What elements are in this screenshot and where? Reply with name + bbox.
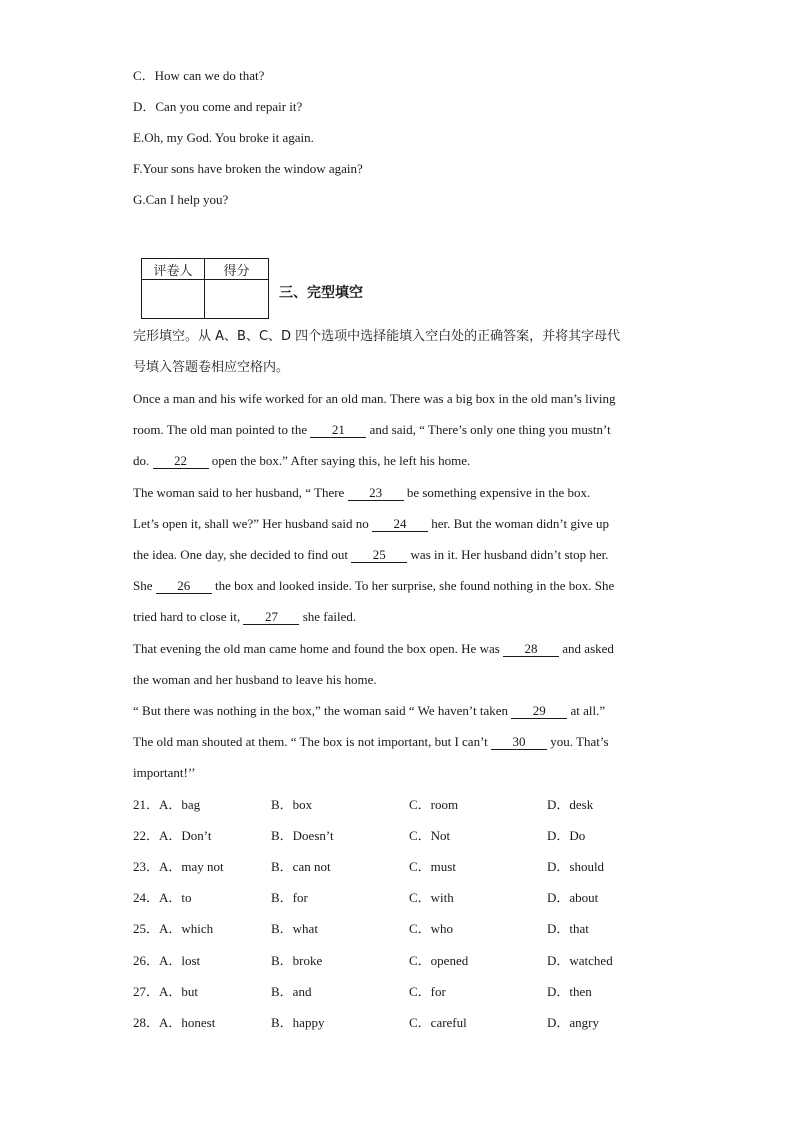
option-f: F.Your sons have broken the window again? (133, 161, 363, 176)
q23-option-a[interactable]: 23．A．may not (133, 859, 224, 874)
blank-28[interactable]: 28 (503, 642, 559, 657)
passage-line (133, 516, 609, 532)
q22-option-a[interactable]: 22．A．Don’t (133, 828, 212, 843)
q27-option-a[interactable]: 27．A．but (133, 984, 199, 999)
passage-line (133, 734, 609, 750)
blank-27[interactable]: 27 (243, 610, 299, 625)
q28-option-d[interactable]: D．angry (547, 1015, 599, 1030)
q27-option-c[interactable]: C．for (409, 984, 446, 999)
passage-text: Let’s open it, shall we?” Her husband said no (133, 516, 372, 531)
passage-text: The woman said to her husband, “ There (133, 485, 348, 500)
passage-text: at all.” (567, 703, 606, 718)
score-header: 得分 (205, 259, 269, 280)
option-c: C．How can we do that? (133, 68, 265, 83)
q25-option-a[interactable]: 25．A．which (133, 921, 214, 936)
passage-text: you. That’s (547, 734, 609, 749)
passage-text: room. The old man pointed to the (133, 422, 311, 437)
passage-text: That evening the old man came home and found the box open. He was (133, 641, 504, 656)
q21-option-d[interactable]: D．desk (547, 797, 594, 812)
q24-option-c[interactable]: C．with (409, 890, 454, 905)
passage-line (133, 641, 614, 657)
q23-option-b[interactable]: B．can not (271, 859, 331, 874)
q25-option-c[interactable]: C．who (409, 921, 454, 936)
section-title: 三、完型填空 (279, 285, 363, 301)
blank-29[interactable]: 29 (511, 704, 567, 719)
q26-option-c[interactable]: C．opened (409, 953, 469, 968)
q27-option-b[interactable]: B．and (271, 984, 312, 999)
passage-line: the woman and her husband to leave his home. (133, 672, 377, 687)
score-cell[interactable] (205, 280, 269, 319)
passage-text: open the box.” After saying this, he left his home. (208, 453, 471, 468)
passage-line (133, 609, 356, 625)
q24-option-b[interactable]: B．for (271, 890, 308, 905)
q22-option-b[interactable]: B．Doesn’t (271, 828, 334, 843)
option-g: G.Can I help you? (133, 192, 229, 207)
instructions-line-2: 号填入答题卷相应空格内。 (133, 360, 290, 375)
q28-option-a[interactable]: 28．A．honest (133, 1015, 216, 1030)
q22-option-c[interactable]: C．Not (409, 828, 451, 843)
passage-text: she failed. (299, 609, 357, 624)
score-table (141, 258, 269, 319)
q24-option-d[interactable]: D．about (547, 890, 599, 905)
instructions-line-1: 完形填空。从 A、B、C、D 四个选项中选择能填入空白处的正确答案，并将其字母代 (133, 329, 621, 344)
passage-text: The old man shouted at them. “ The box is not important, but I can’t (133, 734, 492, 749)
passage-text: the idea. One day, she decided to find out (133, 547, 352, 562)
passage-text: and asked (559, 641, 614, 656)
passage-line: important!’’ (133, 765, 196, 780)
passage-line (133, 422, 611, 438)
q21-option-a[interactable]: 21．A．bag (133, 797, 201, 812)
q23-option-c[interactable]: C．must (409, 859, 456, 874)
q22-option-d[interactable]: D．Do (547, 828, 586, 843)
option-d: D．Can you come and repair it? (133, 99, 303, 114)
q26-option-d[interactable]: D．watched (547, 953, 613, 968)
passage-line (133, 453, 470, 469)
passage-text: tried hard to close it, (133, 609, 244, 624)
passage-line: Once a man and his wife worked for an old man. There was a big box in the old man’s living (133, 391, 616, 406)
q25-option-d[interactable]: D．that (547, 921, 589, 936)
passage-text: be something expensive in the box. (403, 485, 591, 500)
passage-text: do. (133, 453, 153, 468)
q26-option-b[interactable]: B．broke (271, 953, 323, 968)
passage-line (133, 578, 614, 594)
blank-25[interactable]: 25 (351, 548, 407, 563)
grader-header: 评卷人 (142, 259, 205, 280)
q25-option-b[interactable]: B．what (271, 921, 318, 936)
passage-line (133, 703, 605, 719)
blank-24[interactable]: 24 (372, 517, 428, 532)
passage-text: and said, “ There’s only one thing you mustn’t (366, 422, 611, 437)
passage-text: “ But there was nothing in the box,” the woman said “ We haven’t taken (133, 703, 512, 718)
blank-21[interactable]: 21 (310, 423, 366, 438)
q27-option-d[interactable]: D．then (547, 984, 592, 999)
q26-option-a[interactable]: 26．A．lost (133, 953, 201, 968)
passage-text: the box and looked inside. To her surprise, she found nothing in the box. She (211, 578, 615, 593)
q21-option-c[interactable]: C．room (409, 797, 459, 812)
passage-text: was in it. Her husband didn’t stop her. (407, 547, 609, 562)
q28-option-b[interactable]: B．happy (271, 1015, 325, 1030)
blank-26[interactable]: 26 (156, 579, 212, 594)
passage-text: She (133, 578, 156, 593)
q23-option-d[interactable]: D．should (547, 859, 605, 874)
q21-option-b[interactable]: B．box (271, 797, 313, 812)
blank-30[interactable]: 30 (491, 735, 547, 750)
passage-line (133, 547, 609, 563)
passage-line (133, 485, 590, 501)
grader-cell[interactable] (142, 280, 205, 319)
blank-23[interactable]: 23 (348, 486, 404, 501)
blank-22[interactable]: 22 (153, 454, 209, 469)
q24-option-a[interactable]: 24．A．to (133, 890, 192, 905)
q28-option-c[interactable]: C．careful (409, 1015, 467, 1030)
option-e: E.Oh, my God. You broke it again. (133, 130, 314, 145)
passage-text: her. But the woman didn’t give up (428, 516, 610, 531)
